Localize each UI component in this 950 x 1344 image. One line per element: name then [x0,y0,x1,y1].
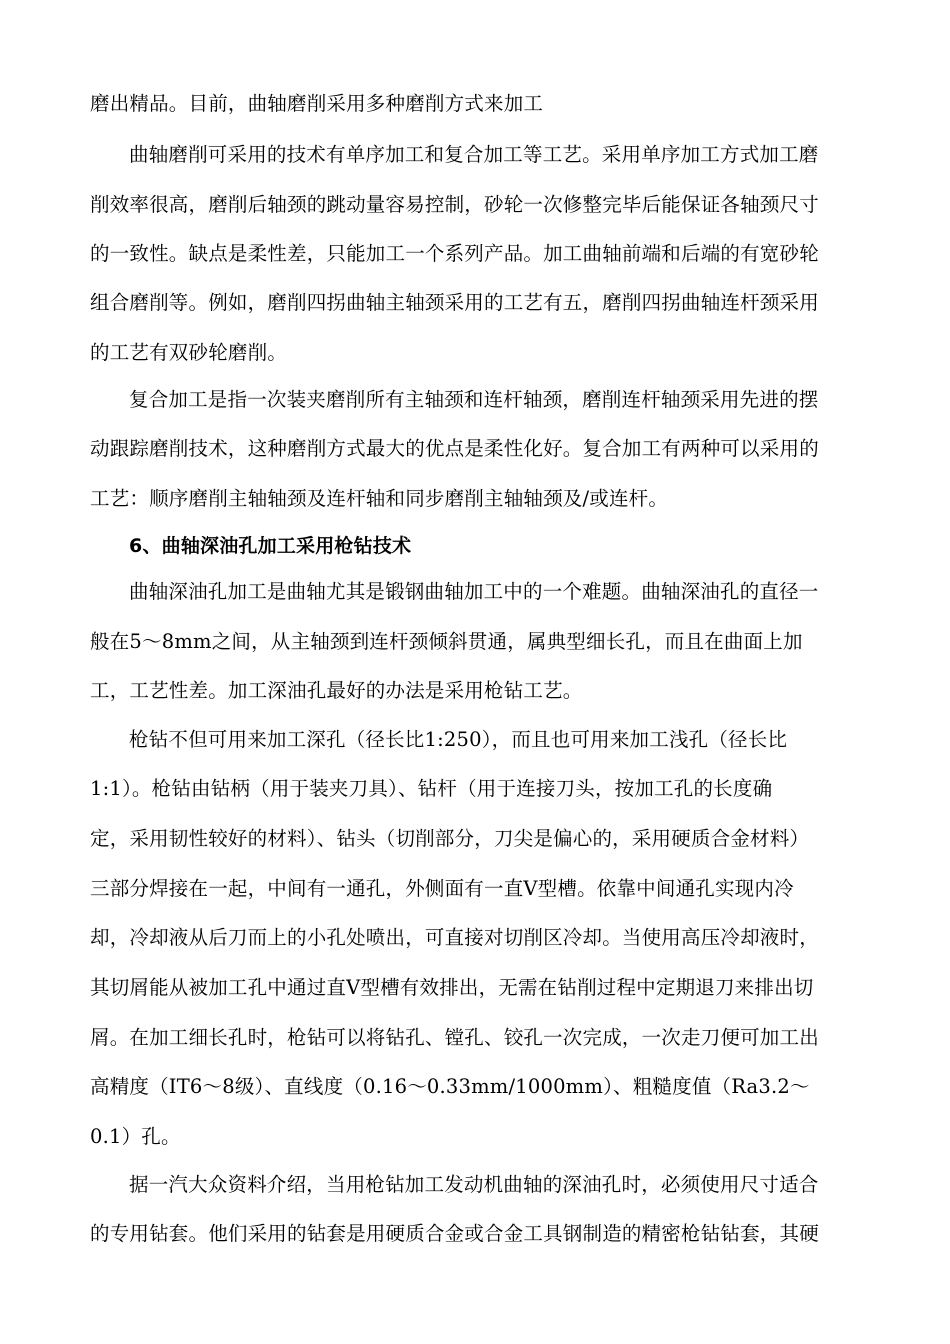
text-line: 工，工艺性差。加工深油孔最好的办法是采用枪钻工艺。 [90,679,583,702]
text-line: 的一致性。缺点是柔性差，只能加工一个系列产品。加工曲轴前端和后端的有宽砂轮 [90,242,819,265]
text-line: 0.1）孔。 [90,1125,181,1148]
text-line: 削效率很高，磨削后轴颈的跳动量容易控制，砂轮一次修整完毕后能保证各轴颈尺寸 [90,193,819,216]
text-line: 复合加工是指一次装夹磨削所有主轴颈和连杆轴颈，磨削连杆轴颈采用先进的摆 [129,388,819,411]
text-line: 枪钻不但可用来加工深孔（径长比1:250），而且也可用来加工浅孔（径长比 [129,728,788,751]
text-line: 的专用钻套。他们采用的钻套是用硬质合金或合金工具钢制造的精密枪钻钻套，其硬 [90,1222,819,1245]
section-heading: 6、曲轴深油孔加工采用枪钻技术 [129,535,412,557]
text-line: 高精度（IT6～8级）、直线度（0.16～0.33mm/1000mm）、粗糙度值（Ra3.2～ [90,1075,810,1098]
text-line: 磨出精品。目前，曲轴磨削采用多种磨削方式来加工 [90,92,544,115]
text-line: 其切屑能从被加工孔中通过直V型槽有效排出，无需在钻削过程中定期退刀来排出切 [90,976,814,999]
text-line: 组合磨削等。例如，磨削四拐曲轴主轴颈采用的工艺有五，磨削四拐曲轴连杆颈采用 [90,291,819,314]
text-line: 的工艺有双砂轮磨削。 [90,341,288,364]
text-line: 据一汽大众资料介绍，当用枪钻加工发动机曲轴的深油孔时，必须使用尺寸适合 [129,1173,819,1196]
text-line: 却，冷却液从后刀而上的小孔处喷出，可直接对切削区冷却。当使用高压冷却液时， [90,926,819,949]
text-line: 三部分焊接在一起，中间有一通孔，外侧面有一直V型槽。依靠中间通孔实现内冷 [90,877,794,900]
text-line: 1:1）。枪钻由钻柄（用于装夹刀具）、钻杆（用于连接刀头，按加工孔的长度确 [90,777,773,800]
text-line: 般在5～8mm之间，从主轴颈到连杆颈倾斜贯通，属典型细长孔，而且在曲面上加 [90,630,803,653]
text-line: 工艺：顺序磨削主轴轴颈及连杆轴和同步磨削主轴轴颈及/或连杆。 [90,487,669,510]
text-line: 曲轴深油孔加工是曲轴尤其是锻钢曲轴加工中的一个难题。曲轴深油孔的直径一 [129,580,819,603]
text-line: 屑。在加工细长孔时，枪钻可以将钻孔、镗孔、铰孔一次完成，一次走刀便可加工出 [90,1026,819,1049]
text-line: 动跟踪磨削技术，这种磨削方式最大的优点是柔性化好。复合加工有两种可以采用的 [90,437,819,460]
text-line: 曲轴磨削可采用的技术有单序加工和复合加工等工艺。采用单序加工方式加工磨 [129,143,819,166]
text-line: 定，采用韧性较好的材料）、钻头（切削部分，刀尖是偏心的，采用硬质合金材料） [90,827,810,850]
